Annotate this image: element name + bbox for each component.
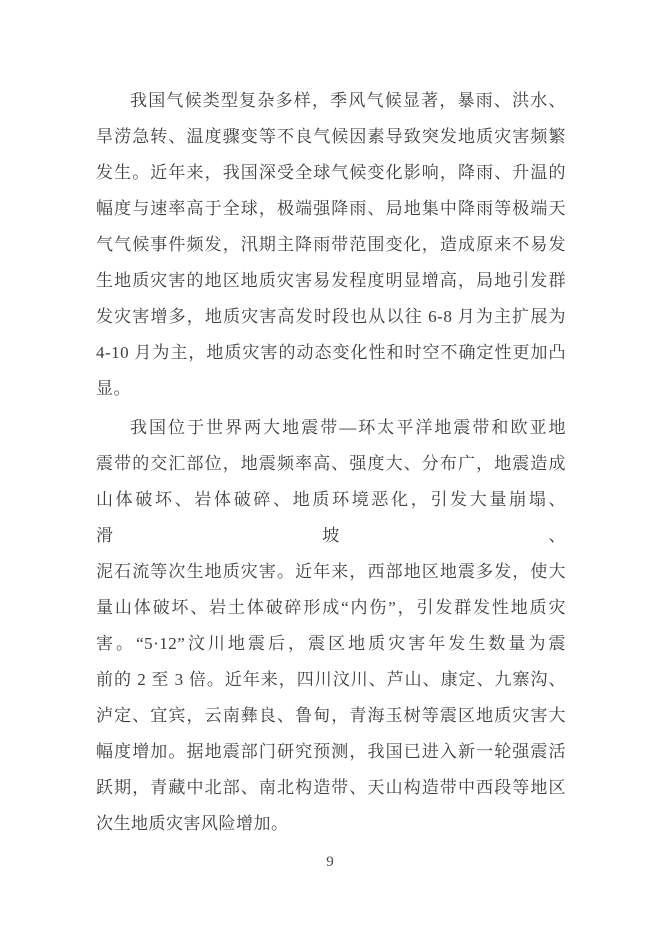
paragraph-seismic-hazards	[96, 410, 566, 842]
text-line: 害。“5·12”汶川地震后，震区地质灾害年发生数量为震	[96, 634, 566, 653]
text-line: 气气候事件频发，汛期主降雨带范围变化，造成原来不易发	[96, 235, 566, 254]
text-line: 生地质灾害的地区地质灾害易发程度明显增高，局地引发群	[96, 271, 566, 290]
text-line: 显。	[96, 379, 131, 398]
paragraph-climate-hazards	[96, 83, 566, 407]
text-line: 我国气候类型复杂多样，季风气候显著，暴雨、洪水、	[130, 91, 566, 110]
text-line: 跃期，青藏中北部、南北构造带、天山构造带中西段等地区	[96, 778, 566, 797]
text-line: 发生。近年来，我国深受全球气候变化影响，降雨、升温的	[96, 163, 566, 182]
page-number: 9	[326, 854, 334, 870]
text-line: 发灾害增多，地质灾害高发时段也从以往 6-8 月为主扩展为	[96, 307, 566, 326]
text-line: 山体破坏、岩体破碎、地质环境恶化，引发大量崩塌、滑坡、	[96, 490, 566, 545]
text-block	[96, 83, 566, 842]
text-line: 泸定、宜宾，云南彝良、鲁甸，青海玉树等震区地质灾害大	[96, 706, 566, 725]
text-line: 次生地质灾害风险增加。	[96, 814, 289, 833]
text-line: 泥石流等次生地质灾害。近年来，西部地区地震多发，使大	[96, 562, 566, 581]
text-line: 幅度增加。据地震部门研究预测，我国已进入新一轮强震活	[96, 742, 566, 761]
text-line: 量山体破坏、岩土体破碎形成“内伤”，引发群发性地质灾	[96, 598, 566, 617]
text-line: 幅度与速率高于全球，极端强降雨、局地集中降雨等极端天	[96, 199, 566, 218]
text-line: 旱涝急转、温度骤变等不良气候因素导致突发地质灾害频繁	[96, 127, 566, 146]
text-line: 4-10 月为主，地质灾害的动态变化性和时空不确定性更加凸	[96, 343, 566, 362]
text-line: 震带的交汇部位，地震频率高、强度大、分布广，地震造成	[96, 454, 566, 473]
text-line: 我国位于世界两大地震带—环太平洋地震带和欧亚地	[130, 418, 566, 437]
text-line: 前的 2 至 3 倍。近年来，四川汶川、芦山、康定、九寨沟、	[96, 670, 566, 689]
